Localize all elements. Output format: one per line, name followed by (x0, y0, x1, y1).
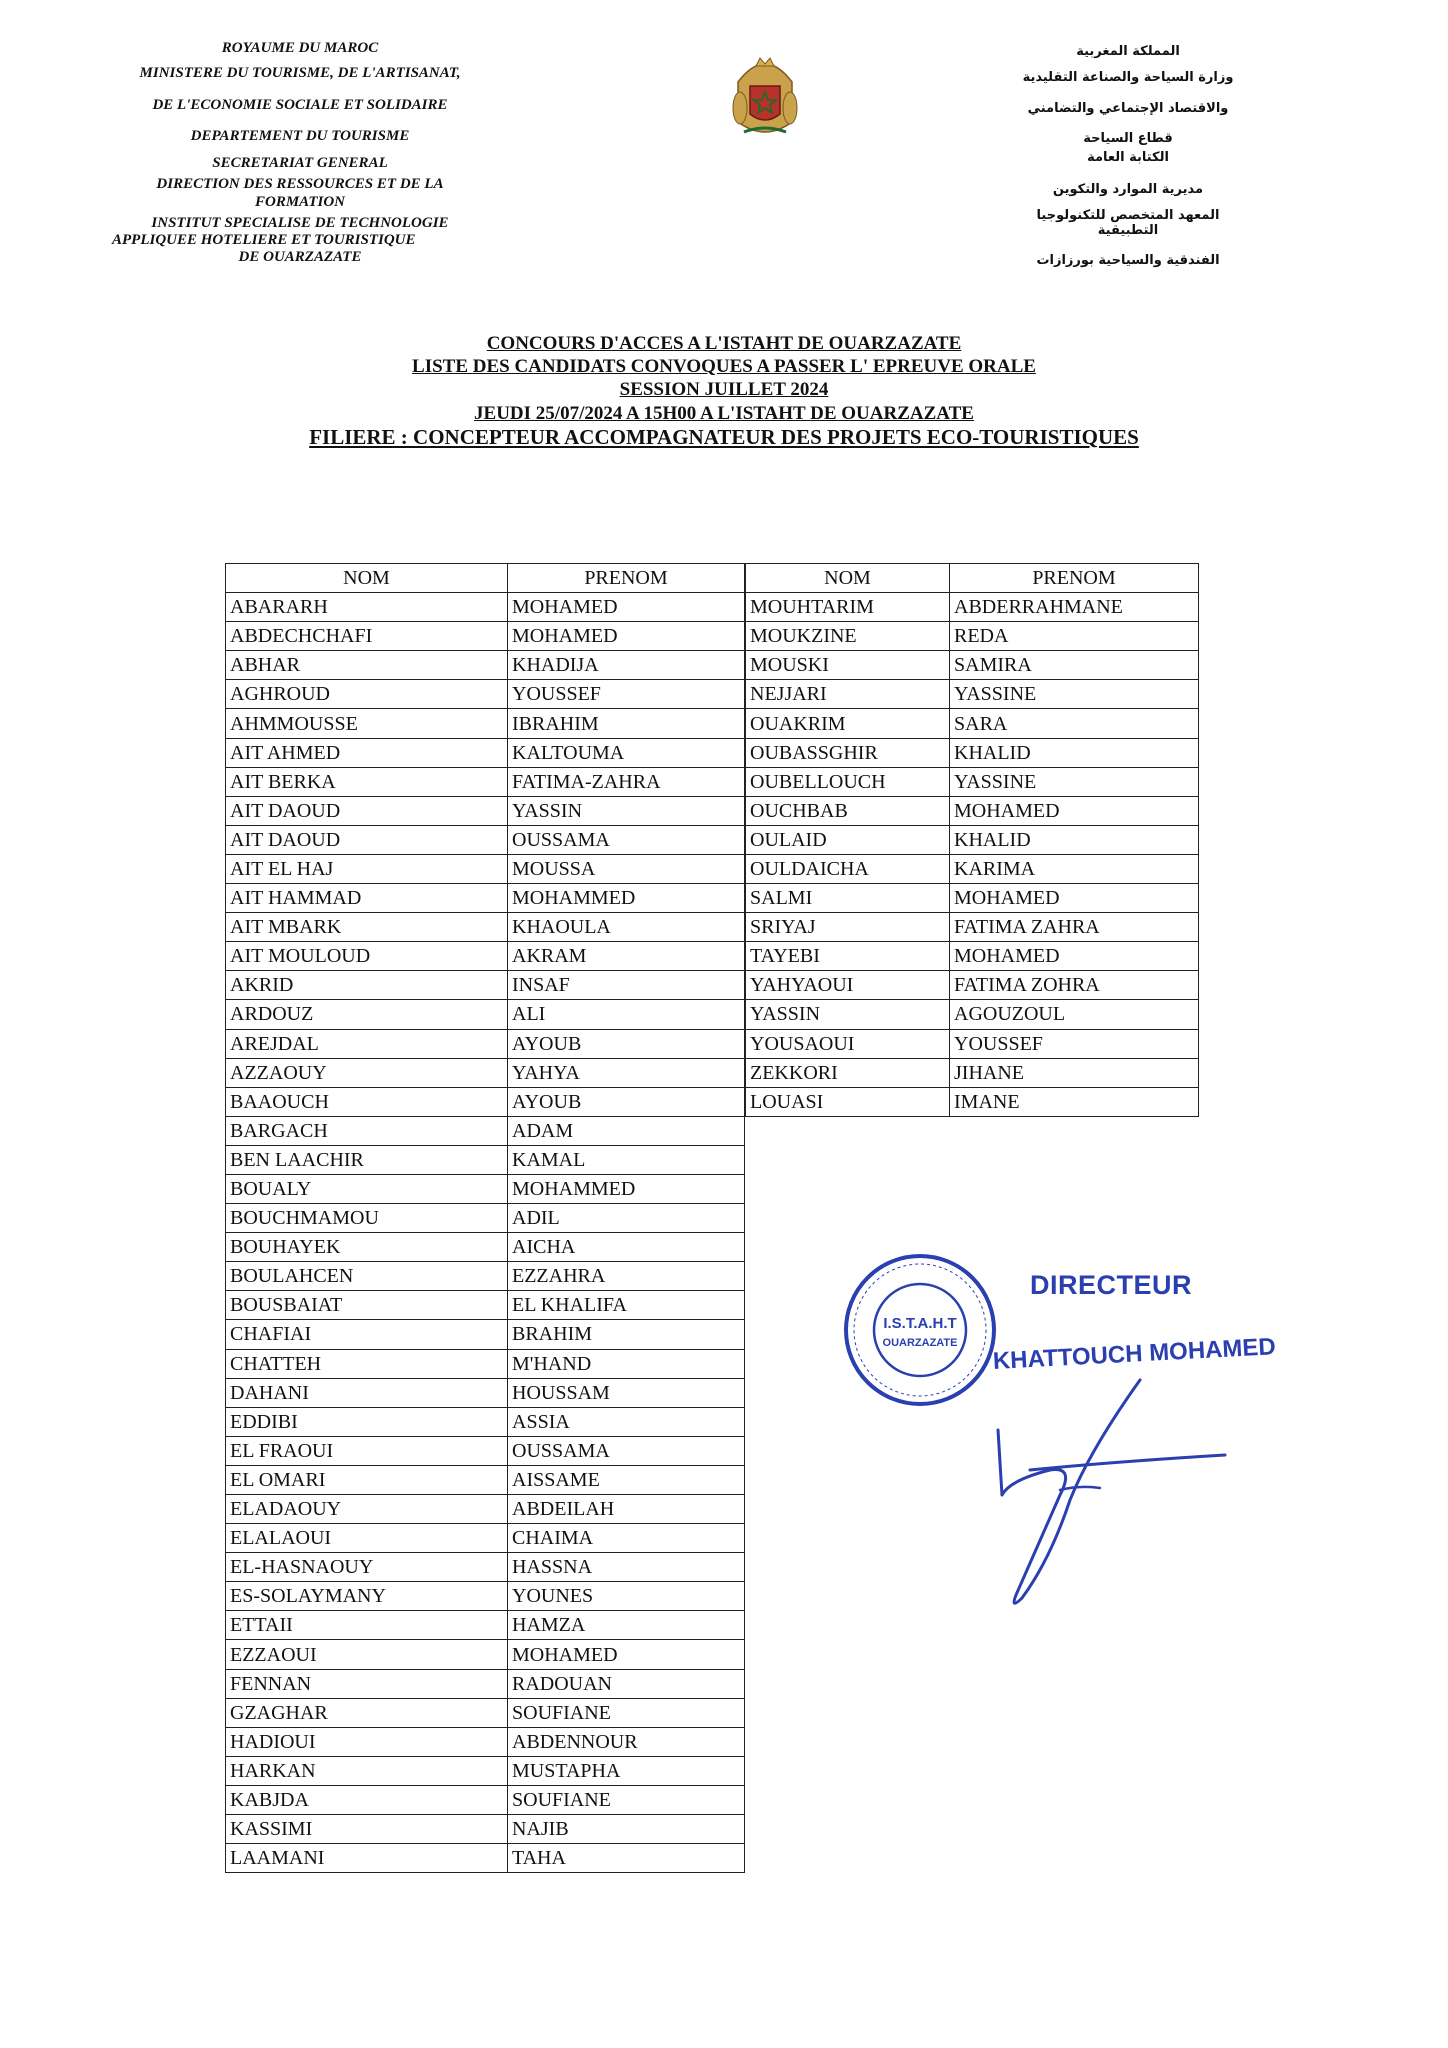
cell-nom: ETTAII (226, 1611, 508, 1640)
header-right (1008, 44, 1248, 268)
document-titles (0, 332, 1448, 450)
cell-nom: OULDAICHA (746, 854, 950, 883)
cell-nom: AIT MBARK (226, 913, 508, 942)
cell-nom: ELADAOUY (226, 1495, 508, 1524)
cell-prenom: OUSSAMA (508, 1436, 745, 1465)
cell-prenom: MOHAMED (950, 884, 1199, 913)
cell-nom: CHAFIAI (226, 1320, 508, 1349)
table-row (226, 1640, 745, 1669)
table-row (226, 1524, 745, 1553)
table-row (226, 1349, 745, 1378)
candidates-table-right (745, 563, 1199, 1117)
header-line: APPLIQUEE HOTELIERE ET TOURISTIQUE (112, 232, 416, 248)
table-row (226, 1087, 745, 1116)
cell-nom: OUBELLOUCH (746, 767, 950, 796)
cell-prenom: SOUFIANE (508, 1698, 745, 1727)
table-header-row (746, 564, 1199, 593)
table-row (746, 767, 1199, 796)
cell-nom: AZZAOUY (226, 1058, 508, 1087)
cell-nom: SALMI (746, 884, 950, 913)
cell-nom: AIT DAOUD (226, 825, 508, 854)
cell-nom: ABARARH (226, 593, 508, 622)
cell-prenom: HAMZA (508, 1611, 745, 1640)
cell-prenom: YASSINE (950, 767, 1199, 796)
header-line: المملكة المغربية (1076, 44, 1180, 59)
table-row (746, 622, 1199, 651)
table-row (746, 913, 1199, 942)
table-row (746, 884, 1199, 913)
table-row (746, 854, 1199, 883)
title-session: SESSION JUILLET 2024 (619, 379, 829, 401)
header-line: المعهد المتخصص للتكنولوجيا التطبيقية (1036, 207, 1220, 239)
header-line: DE L'ECONOMIE SOCIALE ET SOLIDAIRE (152, 96, 448, 113)
cell-nom: BOUHAYEK (226, 1233, 508, 1262)
table-row (746, 971, 1199, 1000)
header-line: مديرية الموارد والتكوين (1052, 181, 1204, 197)
cell-nom: MOUSKI (746, 651, 950, 680)
table-row (226, 1815, 745, 1844)
header-line: SECRETARIAT GENERAL (212, 155, 388, 171)
cell-prenom: JIHANE (950, 1058, 1199, 1087)
table-row (226, 971, 745, 1000)
cell-prenom: YOUNES (508, 1582, 745, 1611)
cell-nom: AIT BERKA (226, 767, 508, 796)
cell-nom: HADIOUI (226, 1727, 508, 1756)
title-filiere: FILIERE : CONCEPTEUR ACCOMPAGNATEUR DES PROJETS ECO-TOURISTIQUES (309, 424, 1139, 449)
title-concours: CONCOURS D'ACCES A L'ISTAHT DE OUARZAZATE (486, 333, 962, 354)
cell-prenom: TAHA (508, 1844, 745, 1873)
cell-prenom: IMANE (950, 1087, 1199, 1116)
table-row (226, 738, 745, 767)
cell-nom: YOUSAOUI (746, 1029, 950, 1058)
table-row (226, 1320, 745, 1349)
cell-prenom: NAJIB (508, 1815, 745, 1844)
header-line: DE OUARZAZATE (238, 249, 362, 266)
table-row (226, 942, 745, 971)
cell-prenom: AYOUB (508, 1029, 745, 1058)
cell-prenom: INSAF (508, 971, 745, 1000)
cell-prenom: MOHAMED (950, 942, 1199, 971)
table-row (226, 1058, 745, 1087)
table-row (226, 651, 745, 680)
cell-prenom: KHALID (950, 825, 1199, 854)
cell-nom: OUAKRIM (746, 709, 950, 738)
cell-nom: DAHANI (226, 1378, 508, 1407)
table-row (226, 854, 745, 883)
table-row (226, 1174, 745, 1203)
table-row (746, 680, 1199, 709)
cell-nom: KABJDA (226, 1785, 508, 1814)
table-row (226, 1785, 745, 1814)
table-row (226, 1262, 745, 1291)
header-line: INSTITUT SPECIALISE DE TECHNOLOGIE (151, 214, 449, 231)
cell-nom: MOUHTARIM (746, 593, 950, 622)
table-row (226, 1698, 745, 1727)
cell-prenom: SOUFIANE (508, 1785, 745, 1814)
table-row (226, 1145, 745, 1174)
cell-prenom: KHALID (950, 738, 1199, 767)
table-row (226, 1465, 745, 1494)
table-row (746, 593, 1199, 622)
table-row (226, 1000, 745, 1029)
table-row (226, 1669, 745, 1698)
table-header-row (226, 564, 745, 593)
cell-prenom: KAMAL (508, 1145, 745, 1174)
handwritten-signature (990, 1370, 1230, 1620)
cell-prenom: BRAHIM (508, 1320, 745, 1349)
header-line: الكتابة العامة (1087, 150, 1169, 166)
cell-prenom: KARIMA (950, 854, 1199, 883)
cell-prenom: ASSIA (508, 1407, 745, 1436)
cell-nom: GZAGHAR (226, 1698, 508, 1727)
table-row (226, 767, 745, 796)
header-line: وزارة السياحة والصناعة التقليدية (1022, 69, 1234, 85)
table-row (226, 825, 745, 854)
cell-nom: AGHROUD (226, 680, 508, 709)
table-row (746, 1029, 1199, 1058)
cell-prenom: YOUSSEF (950, 1029, 1199, 1058)
cell-nom: KASSIMI (226, 1815, 508, 1844)
table-row (746, 1000, 1199, 1029)
header-line: DEPARTEMENT DU TOURISME (190, 127, 410, 144)
table-row (226, 1582, 745, 1611)
signer-name: KHATTOUCH MOHAMED (992, 1333, 1277, 1375)
cell-prenom: ALI (508, 1000, 745, 1029)
cell-nom: ELALAOUI (226, 1524, 508, 1553)
director-title: DIRECTEUR (1030, 1270, 1193, 1300)
cell-prenom: KALTOUMA (508, 738, 745, 767)
cell-prenom: ADAM (508, 1116, 745, 1145)
cell-prenom: MOHAMED (508, 1640, 745, 1669)
cell-prenom: ABDEILAH (508, 1495, 745, 1524)
cell-prenom: AISSAME (508, 1465, 745, 1494)
cell-nom: FENNAN (226, 1669, 508, 1698)
cell-nom: BARGACH (226, 1116, 508, 1145)
cell-nom: BOUCHMAMOU (226, 1204, 508, 1233)
cell-nom: AREJDAL (226, 1029, 508, 1058)
svg-text:OUARZAZATE: OUARZAZATE (882, 1337, 958, 1349)
cell-nom: AIT HAMMAD (226, 884, 508, 913)
table-row (226, 1611, 745, 1640)
table-row (226, 1844, 745, 1873)
cell-nom: ABDECHCHAFI (226, 622, 508, 651)
cell-nom: NEJJARI (746, 680, 950, 709)
header-line: DIRECTION DES RESSOURCES ET DE LA FORMATION (156, 176, 444, 210)
cell-prenom: ABDENNOUR (508, 1727, 745, 1756)
title-date: JEUDI 25/07/2024 A 15H00 A L'ISTAHT DE OUARZAZATE (474, 402, 974, 424)
cell-nom: LOUASI (746, 1087, 950, 1116)
cell-prenom: CHAIMA (508, 1524, 745, 1553)
cell-prenom: AKRAM (508, 942, 745, 971)
table-row (746, 1058, 1199, 1087)
table-row (746, 651, 1199, 680)
cell-prenom: MOHAMED (950, 796, 1199, 825)
header-line: والاقتصاد الإجتماعي والتضامني (1027, 101, 1229, 117)
table-row (746, 738, 1199, 767)
cell-prenom: AGOUZOUL (950, 1000, 1199, 1029)
cell-prenom: AICHA (508, 1233, 745, 1262)
table-row (226, 796, 745, 825)
cell-nom: OUBASSGHIR (746, 738, 950, 767)
cell-nom: OULAID (746, 825, 950, 854)
cell-nom: TAYEBI (746, 942, 950, 971)
cell-prenom: MOHAMMED (508, 1174, 745, 1203)
table-row (226, 1291, 745, 1320)
cell-prenom: EZZAHRA (508, 1262, 745, 1291)
table-row (746, 825, 1199, 854)
cell-nom: AHMMOUSSE (226, 709, 508, 738)
cell-prenom: SAMIRA (950, 651, 1199, 680)
cell-prenom: OUSSAMA (508, 825, 745, 854)
cell-prenom: KHADIJA (508, 651, 745, 680)
cell-nom: BAAOUCH (226, 1087, 508, 1116)
cell-prenom: MOHAMMED (508, 884, 745, 913)
cell-nom: BOUSBAIAT (226, 1291, 508, 1320)
table-row (226, 913, 745, 942)
cell-prenom: FATIMA ZAHRA (950, 913, 1199, 942)
cell-nom: EL-HASNAOUY (226, 1553, 508, 1582)
table-row (226, 1553, 745, 1582)
cell-nom: SRIYAJ (746, 913, 950, 942)
table-row (226, 680, 745, 709)
cell-nom: YAHYAOUI (746, 971, 950, 1000)
header-line: قطاع السياحة (1083, 130, 1173, 146)
cell-prenom: ABDERRAHMANE (950, 593, 1199, 622)
svg-text:I.S.T.A.H.T: I.S.T.A.H.T (883, 1315, 957, 1332)
cell-nom: BOUALY (226, 1174, 508, 1203)
cell-prenom: YASSINE (950, 680, 1199, 709)
cell-prenom: MUSTAPHA (508, 1756, 745, 1785)
column-header-prenom: PRENOM (950, 564, 1199, 593)
cell-nom: MOUKZINE (746, 622, 950, 651)
cell-nom: EDDIBI (226, 1407, 508, 1436)
table-row (226, 1407, 745, 1436)
cell-prenom: IBRAHIM (508, 709, 745, 738)
table-row (226, 884, 745, 913)
cell-nom: AIT AHMED (226, 738, 508, 767)
cell-prenom: KHAOULA (508, 913, 745, 942)
cell-prenom: SARA (950, 709, 1199, 738)
cell-nom: CHATTEH (226, 1349, 508, 1378)
header-line: الفندقية والسياحية بورزازات (1036, 252, 1220, 268)
cell-prenom: EL KHALIFA (508, 1291, 745, 1320)
cell-prenom: REDA (950, 622, 1199, 651)
table-row (226, 1495, 745, 1524)
cell-prenom: ADIL (508, 1204, 745, 1233)
cell-prenom: YASSIN (508, 796, 745, 825)
cell-prenom: FATIMA ZOHRA (950, 971, 1199, 1000)
cell-prenom: MOHAMED (508, 622, 745, 651)
cell-nom: EL OMARI (226, 1465, 508, 1494)
cell-prenom: AYOUB (508, 1087, 745, 1116)
table-row (226, 1436, 745, 1465)
table-row (226, 622, 745, 651)
table-row (746, 942, 1199, 971)
cell-prenom: HASSNA (508, 1553, 745, 1582)
cell-nom: EL FRAOUI (226, 1436, 508, 1465)
cell-prenom: YOUSSEF (508, 680, 745, 709)
table-row (226, 1378, 745, 1407)
header-left (100, 40, 500, 267)
cell-nom: ABHAR (226, 651, 508, 680)
table-row (746, 796, 1199, 825)
cell-nom: YASSIN (746, 1000, 950, 1029)
table-row (226, 1204, 745, 1233)
table-row (226, 593, 745, 622)
cell-nom: BEN LAACHIR (226, 1145, 508, 1174)
table-row (746, 709, 1199, 738)
cell-nom: ZEKKORI (746, 1058, 950, 1087)
table-row (226, 709, 745, 738)
table-row (226, 1727, 745, 1756)
table-row (746, 1087, 1199, 1116)
table-row (226, 1756, 745, 1785)
cell-prenom: RADOUAN (508, 1669, 745, 1698)
candidates-table-left (225, 563, 745, 1873)
table-row (226, 1233, 745, 1262)
cell-nom: AKRID (226, 971, 508, 1000)
cell-nom: ES-SOLAYMANY (226, 1582, 508, 1611)
column-header-nom: NOM (226, 564, 508, 593)
header-line: ROYAUME DU MAROC (221, 40, 379, 56)
cell-nom: AIT EL HAJ (226, 854, 508, 883)
cell-prenom: MOHAMED (508, 593, 745, 622)
cell-nom: HARKAN (226, 1756, 508, 1785)
header-line: MINISTERE DU TOURISME, DE L'ARTISANAT, (139, 65, 461, 82)
royal-emblem (730, 52, 800, 138)
cell-prenom: M'HAND (508, 1349, 745, 1378)
cell-nom: OUCHBAB (746, 796, 950, 825)
cell-prenom: HOUSSAM (508, 1378, 745, 1407)
column-header-nom: NOM (746, 564, 950, 593)
official-stamp (840, 1250, 1000, 1410)
cell-prenom: MOUSSA (508, 854, 745, 883)
cell-nom: LAAMANI (226, 1844, 508, 1873)
cell-nom: BOULAHCEN (226, 1262, 508, 1291)
cell-nom: ARDOUZ (226, 1000, 508, 1029)
cell-prenom: FATIMA-ZAHRA (508, 767, 745, 796)
cell-nom: EZZAOUI (226, 1640, 508, 1669)
cell-nom: AIT MOULOUD (226, 942, 508, 971)
cell-prenom: YAHYA (508, 1058, 745, 1087)
column-header-prenom: PRENOM (508, 564, 745, 593)
cell-nom: AIT DAOUD (226, 796, 508, 825)
table-row (226, 1029, 745, 1058)
table-row (226, 1116, 745, 1145)
title-liste: LISTE DES CANDIDATS CONVOQUES A PASSER L' EPREUVE ORALE (412, 356, 1036, 378)
